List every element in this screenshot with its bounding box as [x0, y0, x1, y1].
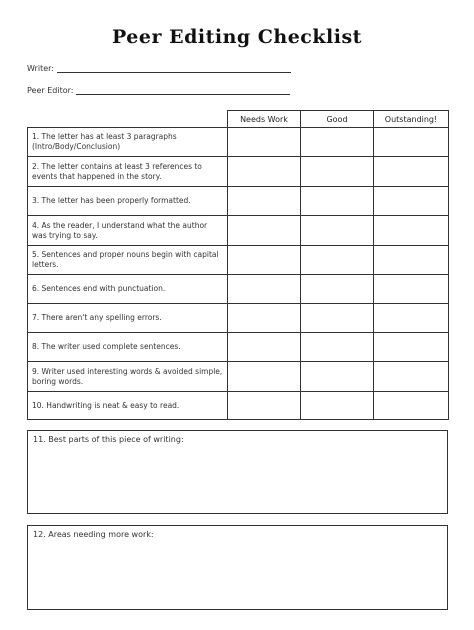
criterion-text: 4. As the reader, I understand what the author was trying to say. — [28, 216, 228, 246]
writer-line[interactable] — [57, 64, 291, 73]
needs-work-box[interactable] — [228, 362, 301, 392]
good-box[interactable] — [301, 216, 374, 246]
header-outstanding: Outstanding! — [374, 111, 449, 128]
good-box[interactable] — [301, 157, 374, 187]
areas-needing-work-label: 12. Areas needing more work: — [33, 530, 154, 539]
outstanding-box[interactable] — [374, 216, 449, 246]
needs-work-box[interactable] — [228, 304, 301, 333]
needs-work-box[interactable] — [228, 128, 301, 157]
outstanding-box[interactable] — [374, 157, 449, 187]
outstanding-box[interactable] — [374, 392, 449, 420]
best-parts-box[interactable] — [27, 430, 448, 514]
table-row — [28, 157, 449, 187]
table-row — [28, 362, 449, 392]
outstanding-box[interactable] — [374, 304, 449, 333]
table-row — [28, 304, 449, 333]
table-row — [28, 392, 449, 420]
criterion-text: 3. The letter has been properly formatted. — [28, 187, 228, 216]
writer-field[interactable] — [27, 64, 291, 73]
header-needs-work: Needs Work — [228, 111, 301, 128]
good-box[interactable] — [301, 333, 374, 362]
table-row — [28, 275, 449, 304]
checklist-table — [27, 110, 449, 420]
criterion-text: 10. Handwriting is neat & easy to read. — [28, 392, 228, 420]
outstanding-box[interactable] — [374, 275, 449, 304]
header-good: Good — [301, 111, 374, 128]
header-row — [28, 111, 449, 128]
criterion-text: 2. The letter contains at least 3 references to events that happened in the story. — [28, 157, 228, 187]
peer-editor-field[interactable] — [27, 86, 290, 95]
criterion-text: 1. The letter has at least 3 paragraphs (Intro/Body/Conclusion) — [28, 128, 228, 157]
table-row — [28, 216, 449, 246]
writer-label: Writer: — [27, 64, 54, 73]
needs-work-box[interactable] — [228, 157, 301, 187]
needs-work-box[interactable] — [228, 392, 301, 420]
good-box[interactable] — [301, 275, 374, 304]
table-row — [28, 333, 449, 362]
criterion-text: 9. Writer used interesting words & avoided simple, boring words. — [28, 362, 228, 392]
needs-work-box[interactable] — [228, 246, 301, 275]
page-title: Peer Editing Checklist — [112, 26, 362, 48]
peer-editor-line[interactable] — [76, 86, 290, 95]
outstanding-box[interactable] — [374, 187, 449, 216]
outstanding-box[interactable] — [374, 246, 449, 275]
needs-work-box[interactable] — [228, 216, 301, 246]
needs-work-box[interactable] — [228, 333, 301, 362]
good-box[interactable] — [301, 304, 374, 333]
good-box[interactable] — [301, 362, 374, 392]
criterion-text: 8. The writer used complete sentences. — [28, 333, 228, 362]
good-box[interactable] — [301, 128, 374, 157]
header-blank — [28, 111, 228, 128]
good-box[interactable] — [301, 187, 374, 216]
peer-editor-label: Peer Editor: — [27, 86, 74, 95]
table-row — [28, 246, 449, 275]
outstanding-box[interactable] — [374, 128, 449, 157]
outstanding-box[interactable] — [374, 333, 449, 362]
criterion-text: 6. Sentences end with punctuation. — [28, 275, 228, 304]
needs-work-box[interactable] — [228, 275, 301, 304]
table-row — [28, 187, 449, 216]
good-box[interactable] — [301, 246, 374, 275]
outstanding-box[interactable] — [374, 362, 449, 392]
best-parts-label: 11. Best parts of this piece of writing: — [33, 435, 184, 444]
criterion-text: 7. There aren't any spelling errors. — [28, 304, 228, 333]
good-box[interactable] — [301, 392, 374, 420]
needs-work-box[interactable] — [228, 187, 301, 216]
criterion-text: 5. Sentences and proper nouns begin with capital letters. — [28, 246, 228, 275]
table-row — [28, 128, 449, 157]
areas-needing-work-box[interactable] — [27, 525, 448, 610]
